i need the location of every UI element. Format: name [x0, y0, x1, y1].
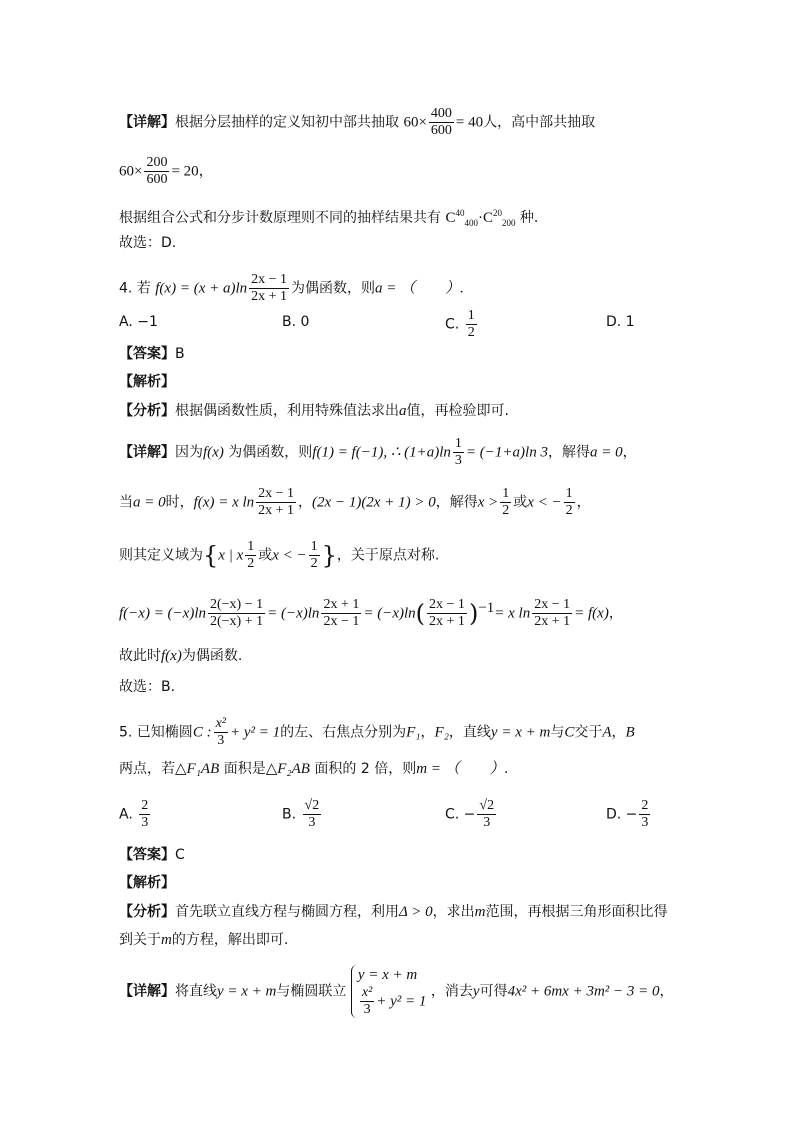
math: a: [399, 403, 407, 419]
numerator: 2: [141, 798, 149, 813]
answer-line: [119, 344, 185, 364]
solution-line-2: [119, 155, 213, 188]
numerator: 2x − 1: [251, 272, 288, 287]
option-d: [606, 798, 652, 831]
question-5-line-2: [119, 759, 508, 779]
math: x < −: [272, 547, 307, 564]
paren: ): [468, 599, 479, 628]
text: 因为: [175, 444, 203, 461]
fraction: [477, 798, 496, 831]
text: 根据偶函数性质，利用特殊值法求出: [175, 403, 399, 419]
text: 首先联立直线方程与椭圆方程，利用: [175, 904, 399, 920]
text: 将直线: [175, 983, 217, 1000]
denominator: 2: [310, 556, 318, 571]
detail-tag: 【详解】: [119, 444, 175, 461]
denominator: 2(−x) + 1: [210, 614, 264, 629]
question-number: 4. 若: [119, 280, 151, 297]
text: 面积是: [223, 761, 266, 777]
text: 或: [513, 494, 528, 511]
detail-line-5: [119, 646, 242, 666]
math: B: [625, 724, 635, 741]
math: + y² = 1: [376, 993, 427, 1010]
math: m: [474, 904, 486, 920]
denominator: 3: [308, 815, 316, 830]
math: △F₂AB: [265, 761, 310, 777]
denominator: 600: [430, 123, 452, 138]
option-c: [445, 798, 498, 831]
math: f(x) = (x + a)ln: [155, 280, 248, 297]
math: y: [472, 983, 480, 1000]
numerator: 2: [641, 798, 649, 813]
text: 根据分层抽样的定义知初中部共抽取: [175, 114, 399, 131]
math: 60×: [403, 114, 427, 131]
sup: 20: [492, 208, 502, 218]
option-a: A. −1: [119, 314, 158, 330]
fraction: [360, 985, 374, 1018]
math: 4x² + 6mx + 3m² − 3 = 0: [507, 983, 660, 1000]
text: ，: [576, 494, 591, 511]
math: = (−x)ln: [267, 605, 320, 622]
text: 为偶函数，则: [291, 280, 376, 297]
math: = 40: [455, 114, 484, 131]
sub: 400: [464, 218, 478, 228]
math: m: [161, 932, 172, 948]
denominator: 3: [454, 453, 462, 468]
label: C. −: [445, 806, 476, 823]
text: 时，: [165, 494, 194, 511]
math: C :: [192, 724, 212, 741]
sup: 40: [455, 208, 465, 218]
math: = (−1+a)ln 3: [465, 444, 548, 461]
option-b: [282, 798, 323, 831]
text: 则其定义域为: [119, 547, 203, 564]
numerator: 1: [454, 436, 462, 451]
text: ，解得: [547, 444, 590, 461]
fraction: [564, 486, 575, 519]
label: D. −: [606, 806, 638, 823]
analysis-tag: 【解析】: [119, 875, 175, 891]
numerator: 1: [247, 539, 255, 554]
denominator: 2x + 1: [258, 503, 295, 518]
numerator: 2(−x) − 1: [210, 597, 264, 612]
numerator: 2x − 1: [534, 597, 571, 612]
fraction: [321, 597, 361, 630]
brace: {: [203, 541, 219, 570]
numerator: 2x − 1: [258, 486, 295, 501]
math: C: [564, 724, 575, 741]
detail-line-2: [119, 486, 591, 519]
solution-line-3: [119, 203, 538, 233]
text: 面积的 2 倍，则: [314, 761, 417, 777]
option-d: D. 1: [606, 314, 635, 330]
denominator: 2: [502, 503, 510, 518]
text: 值，再检验即可.: [406, 403, 509, 419]
fraction: [303, 798, 322, 831]
text: 人，高中部共抽取: [483, 114, 596, 131]
detail-line-1: [119, 965, 674, 1018]
math: x < −: [527, 494, 562, 511]
math: x | x: [218, 547, 244, 564]
text: 或: [258, 547, 273, 564]
denominator: 2: [467, 325, 475, 340]
answer-tag: 【答案】: [119, 847, 175, 863]
text: ，: [622, 444, 637, 461]
text: ，: [608, 605, 623, 622]
math: 60×: [119, 163, 143, 180]
text: ，直线: [448, 724, 491, 741]
detail-line-4: [119, 597, 623, 630]
numerator: 2x − 1: [429, 597, 465, 612]
fenxi-line: [119, 401, 509, 421]
answer: B: [175, 346, 185, 362]
math: △F₁AB: [175, 761, 220, 777]
option-a: [119, 798, 152, 831]
fraction: [639, 798, 650, 831]
fenxi-line-1: [119, 902, 668, 922]
math: = f(x): [574, 605, 609, 622]
text: 范围，再根据三角形面积比得: [485, 904, 668, 920]
fenxi-line-2: [119, 930, 288, 950]
fraction: [144, 155, 169, 188]
numerator: x²: [215, 716, 226, 731]
text: 到关于: [119, 932, 161, 948]
text: 的左、右焦点分别为: [280, 724, 407, 741]
denominator: 3: [483, 815, 491, 830]
text: 的方程，解出即可.: [171, 932, 289, 948]
denominator: 2x + 1: [429, 614, 465, 629]
denominator: 3: [641, 815, 649, 830]
label: A.: [119, 806, 133, 823]
numerator: 1: [502, 486, 510, 501]
fraction: [256, 486, 296, 519]
math: a = （ ）.: [375, 280, 464, 297]
denominator: 600: [146, 172, 168, 187]
denominator: 3: [363, 1002, 371, 1017]
math: = x ln: [494, 605, 531, 622]
text: ，关于原点对称.: [336, 547, 440, 564]
denominator: 2: [565, 503, 573, 518]
choice-line: 故选：B.: [119, 679, 176, 695]
detail-line-3: [119, 539, 439, 572]
text: 根据组合公式和分步计数原理则不同的抽样结果共有: [119, 210, 441, 226]
math: m = （ ）.: [416, 761, 509, 777]
numerator: 400: [430, 106, 452, 121]
text: ，: [420, 724, 435, 741]
text: 故此时: [119, 648, 161, 664]
fraction: [429, 106, 454, 139]
exponent: −1: [478, 599, 495, 616]
numerator: 200: [146, 155, 168, 170]
detail-tag: 【详解】: [119, 983, 175, 1000]
label: B.: [282, 806, 297, 823]
text: ，消去: [430, 983, 473, 1000]
fenxi-tag: 【分析】: [119, 403, 175, 419]
question-4: [119, 272, 464, 305]
math: f(−x) = (−x)ln: [119, 605, 206, 622]
combination: $C^{40}_{400}\cdot C^{20}_{200}$: [445, 208, 516, 228]
text: 两点，若: [119, 761, 175, 777]
numerator: 2x + 1: [323, 597, 360, 612]
denominator: 2x − 1: [323, 614, 360, 629]
numerator: 1: [310, 539, 318, 554]
math: = (−x)ln: [363, 605, 416, 622]
option-c: [445, 308, 479, 341]
answer-line: [119, 845, 185, 865]
math: + y² = 1: [229, 724, 281, 741]
paren: (: [415, 599, 426, 628]
text: ，求出: [432, 904, 475, 920]
math: Δ > 0: [399, 904, 433, 920]
math: A: [602, 724, 612, 741]
choice-line: 故选：D.: [119, 235, 177, 251]
label: C.: [445, 316, 460, 333]
denominator: 3: [217, 733, 225, 748]
math: y = x + m: [490, 724, 551, 741]
question-number: 5. 已知椭圆: [119, 724, 193, 741]
denominator: 3: [141, 815, 149, 830]
math: f(x): [161, 648, 182, 664]
fraction: [214, 716, 228, 749]
detail-tag: 【详解】: [119, 114, 175, 131]
text: ，: [198, 163, 213, 180]
numerator: √2: [479, 798, 495, 813]
numerator: √2: [304, 798, 320, 813]
text: 当: [119, 494, 133, 511]
text: 与椭圆联立: [276, 983, 347, 1000]
numerator: 1: [565, 486, 573, 501]
question-5: [119, 716, 635, 749]
fraction: [453, 436, 464, 469]
numerator: x²: [361, 985, 373, 1000]
fraction: [427, 597, 467, 630]
numerator: 1: [467, 308, 475, 323]
math: F₁: [406, 724, 421, 741]
text: 为偶函数.: [181, 648, 243, 664]
answer: C: [175, 847, 185, 863]
denominator: 2x + 1: [251, 289, 288, 304]
fraction: [500, 486, 511, 519]
fraction: [309, 539, 320, 572]
denominator: 2x + 1: [534, 614, 571, 629]
fraction: [532, 597, 572, 630]
fraction: [466, 308, 477, 341]
math: f(x): [203, 444, 224, 461]
text: 交于: [574, 724, 603, 741]
math: f(1) = f(−1), ∴ (1+a)ln: [312, 444, 451, 461]
denominator: 2: [247, 556, 255, 571]
fraction: [208, 597, 265, 630]
solution-line-1: [119, 106, 595, 139]
fraction: [249, 272, 289, 305]
math: (2x − 1)(2x + 1) > 0: [312, 494, 436, 511]
math: a = 0: [133, 494, 166, 511]
text: 与: [550, 724, 565, 741]
detail-line-1: [119, 436, 637, 469]
sub: 200: [501, 218, 516, 228]
text: 为偶函数，则: [228, 444, 313, 461]
math: = 20: [171, 163, 199, 180]
math: f(x) = x ln: [193, 494, 255, 511]
math: F₂: [434, 724, 449, 741]
equation-system: [351, 965, 427, 1018]
fraction: [139, 798, 150, 831]
brace: }: [321, 541, 337, 570]
option-b: B. 0: [282, 314, 310, 330]
answer-tag: 【答案】: [119, 346, 175, 362]
text: ，: [611, 724, 626, 741]
text: 种.: [519, 210, 539, 226]
text: ，: [659, 983, 674, 1000]
text: 可得: [479, 983, 508, 1000]
fenxi-tag: 【分析】: [119, 904, 175, 920]
math: y = x + m: [217, 983, 277, 1000]
math: a = 0: [589, 444, 623, 461]
text: ，: [298, 494, 313, 511]
equation: [358, 985, 427, 1018]
fraction: [245, 539, 256, 572]
text: ，解得: [435, 494, 478, 511]
analysis-tag: 【解析】: [119, 374, 175, 390]
math: x >: [477, 494, 499, 511]
equation: y = x + m: [357, 967, 418, 983]
